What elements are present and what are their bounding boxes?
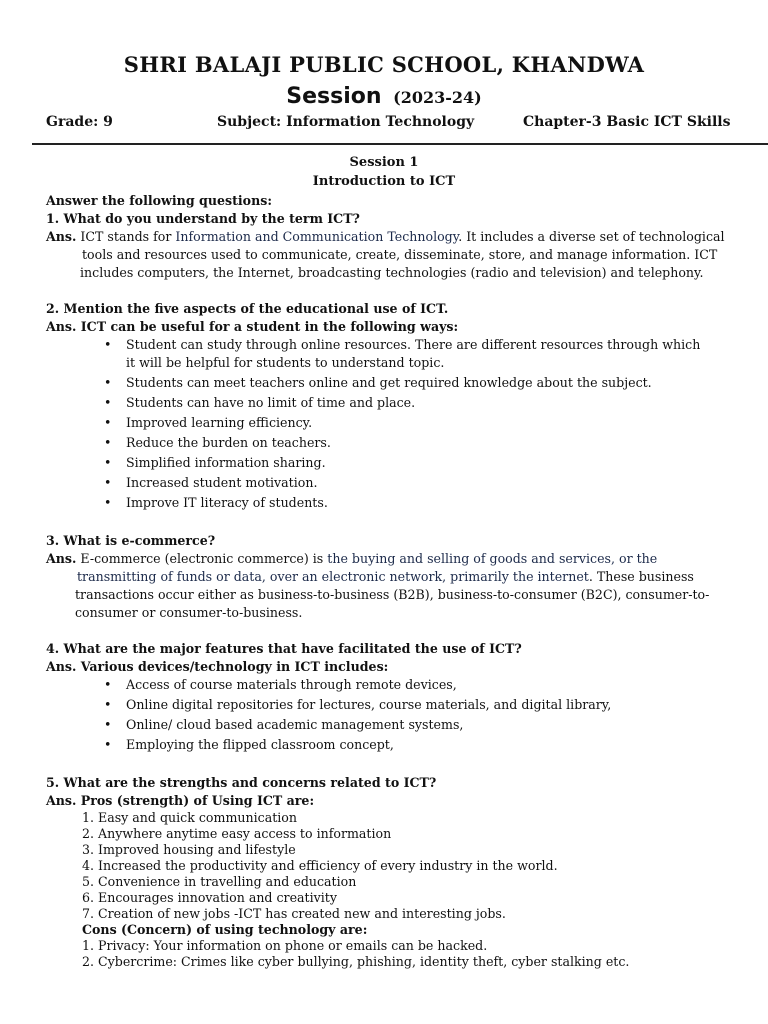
list-item: • Students can meet teachers online and get required knowledge about the subject. — [104, 375, 652, 390]
list-item: • Online digital repositories for lectures, course materials, and digital library, — [104, 697, 612, 712]
list-item: 3. Improved housing and lifestyle — [82, 842, 296, 857]
answer-1-line-3: includes computers, the Internet, broadcasting technologies (radio and television) and telephony. — [80, 265, 704, 280]
cons-list — [46, 938, 746, 970]
answer-3-highlight-b: transmitting of funds or data, over an electronic network, primarily the internet — [77, 569, 589, 584]
answer-1-line-2: tools and resources used to communicate, create, disseminate, store, and manage information. ICT — [82, 247, 718, 262]
answer-5-intro: Ans. Pros (strength) of Using ICT are: — [46, 793, 315, 808]
list-item: 2. Cybercrime: Crimes like cyber bullying, phishing, identity theft, cyber stalking etc. — [82, 954, 630, 969]
list-item: 2. Anywhere anytime easy access to information — [82, 826, 392, 841]
list-item: 6. Encourages innovation and creativity — [82, 890, 337, 905]
answer-4-list — [46, 676, 746, 754]
answer-3-text-b: . These business — [588, 569, 694, 584]
pros-list — [46, 810, 746, 922]
session-year: (2023-24) — [393, 88, 482, 107]
chapter-label: Chapter-3 Basic ICT Skills — [523, 114, 731, 130]
list-item: • Improve IT literacy of students. — [104, 495, 328, 510]
list-item: 4. Increased the productivity and efficiency of every industry in the world. — [82, 858, 558, 873]
answer-4-intro: Ans. Various devices/technology in ICT includes: — [46, 659, 389, 674]
answer-3-line-2 — [46, 568, 746, 586]
list-item: 5. Convenience in travelling and education — [82, 874, 357, 889]
list-item: • Simplified information sharing. — [104, 455, 326, 470]
list-item: 7. Creation of new jobs -ICT has created new and interesting jobs. — [82, 906, 506, 921]
answer-3-highlight-a: the buying and selling of goods and services, or the — [327, 551, 658, 566]
list-item: • Students can have no limit of time and place. — [104, 395, 416, 410]
session-word: Session — [286, 84, 382, 109]
answer-1-text-b: . It includes a diverse set of technological — [458, 229, 725, 244]
subject-label: Subject: Information Technology — [217, 114, 475, 130]
question-2: 2. Mention the five aspects of the educational use of ICT. — [46, 301, 449, 316]
question-5: 5. What are the strengths and concerns related to ICT? — [46, 775, 437, 790]
header-divider — [32, 143, 768, 145]
cons-heading: Cons (Concern) of using technology are: — [82, 922, 368, 937]
answer-3-line-3: transactions occur either as business-to-business (B2B), business-to-consumer (B2C), consumer-to- — [75, 587, 710, 602]
list-item: • Access of course materials through remote devices, — [104, 677, 457, 692]
answer-1-text-a: ICT stands for — [80, 229, 176, 244]
answer-1-line-1 — [46, 228, 746, 246]
list-item-continuation: it will be helpful for students to understand topic. — [126, 355, 445, 370]
grade-label: Grade: 9 — [46, 114, 113, 130]
intro-instruction: Answer the following questions: — [46, 193, 272, 208]
question-4: 4. What are the major features that have facilitated the use of ICT? — [46, 641, 522, 656]
answer-2-list — [46, 336, 746, 512]
section-title: Introduction to ICT — [312, 174, 456, 189]
section-session: Session 1 — [349, 155, 419, 170]
list-item: • Employing the flipped classroom concept, — [104, 737, 394, 752]
answer-1-label: Ans. — [46, 229, 77, 244]
question-3: 3. What is e-commerce? — [46, 533, 216, 548]
session-heading — [0, 84, 768, 109]
answer-3-text-a: E-commerce (electronic commerce) is — [80, 551, 328, 566]
list-item: • Online/ cloud based academic management systems, — [104, 717, 464, 732]
list-item: • Increased student motivation. — [104, 475, 318, 490]
question-1: 1. What do you understand by the term ICT? — [46, 211, 360, 226]
content-body — [46, 192, 746, 970]
school-name: SHRI BALAJI PUBLIC SCHOOL, KHANDWA — [123, 52, 645, 77]
answer-3-line-1 — [46, 550, 746, 568]
answer-1-highlight: Information and Communication Technology — [175, 229, 459, 244]
list-item: • Student can study through online resources. There are different resources through which it will be helpful for students to understand topic. — [104, 337, 701, 370]
answer-3-line-4: consumer or consumer-to-business. — [75, 605, 303, 620]
answer-3-label: Ans. — [46, 551, 77, 566]
list-item: 1. Easy and quick communication — [82, 810, 297, 825]
list-item: 1. Privacy: Your information on phone or emails can be hacked. — [82, 938, 488, 953]
list-item: • Reduce the burden on teachers. — [104, 435, 331, 450]
list-item: • Improved learning efficiency. — [104, 415, 313, 430]
answer-2-intro: Ans. ICT can be useful for a student in the following ways: — [46, 319, 459, 334]
